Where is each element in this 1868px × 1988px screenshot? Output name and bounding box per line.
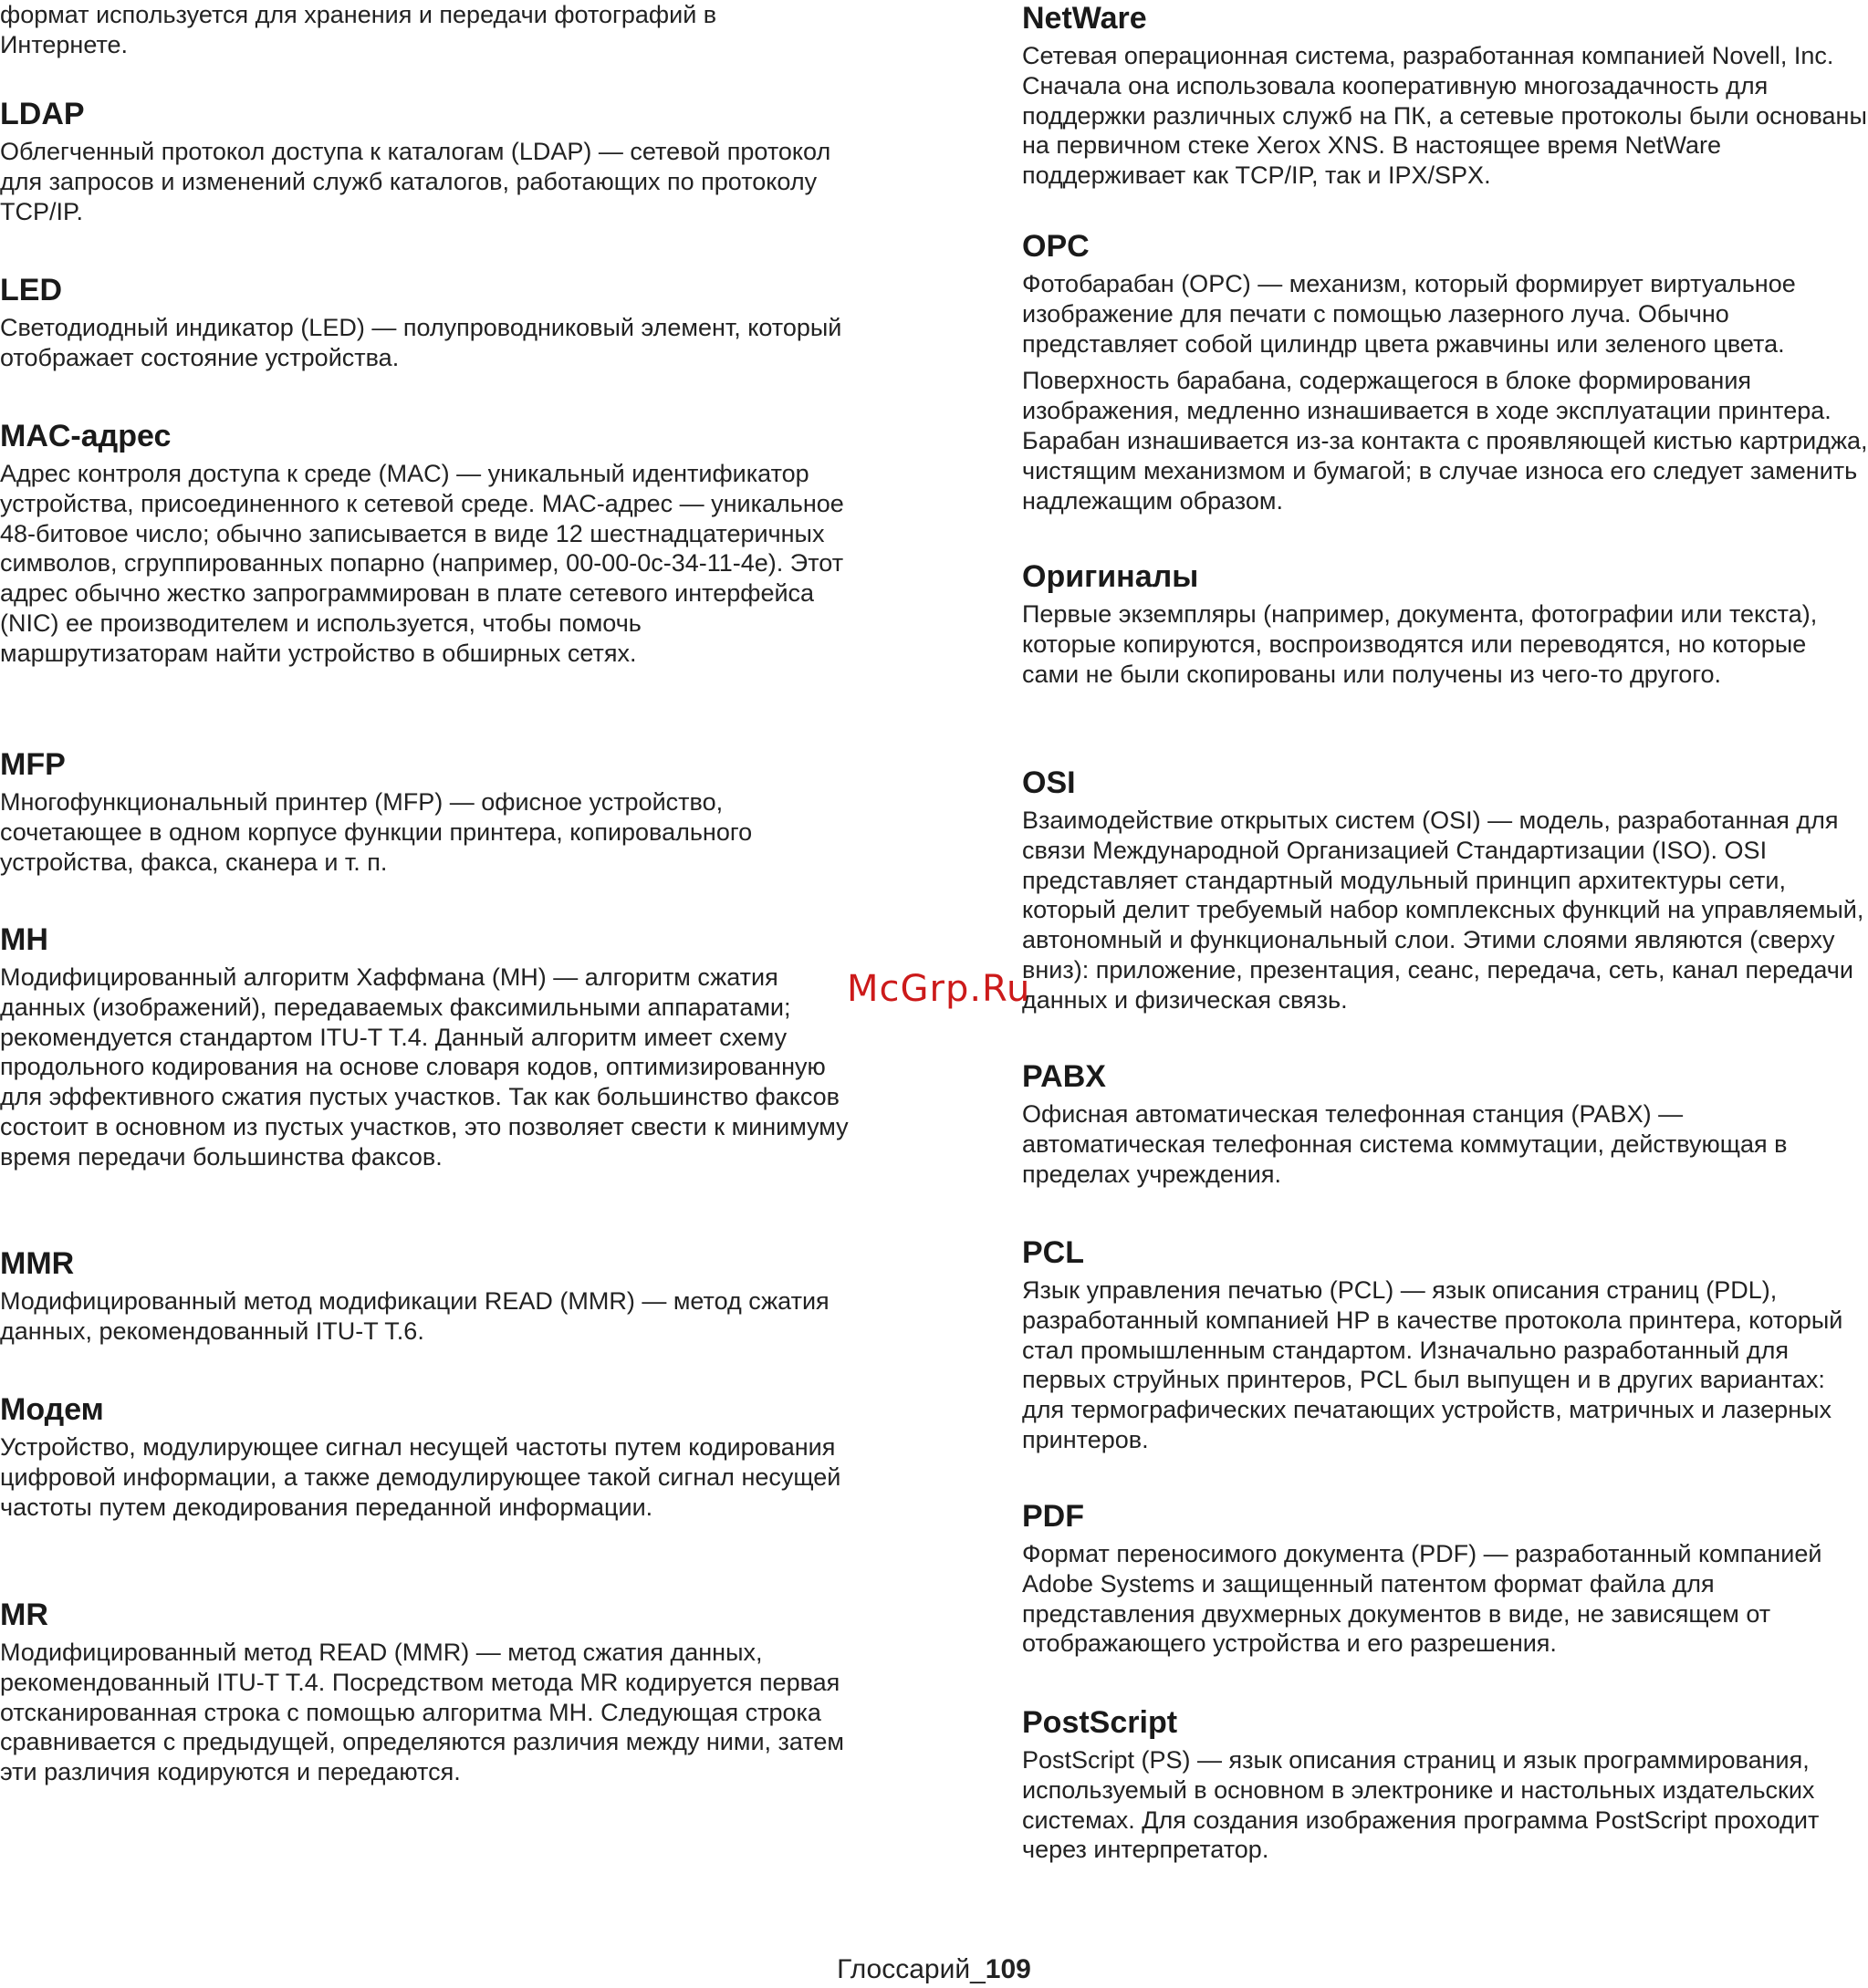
entry-definition: Модифицированный алгоритм Хаффмана (MH) — алгоритм сжатия данных (изображений), передаваемых факсимильными аппаратами; рекомендуется стандартом ITU-T T.4. Данный алгоритм имеет схему продольного кодирования на основе словаря кодов, оптимизированную для эффективного сжатия пустых участков. Так как большинство факсов состоит в основном из пустых участков, это позволяет свести к минимуму время передачи большинства факсов. — [0, 963, 849, 1171]
glossary-entry — [1022, 1498, 1868, 1659]
entry-term: MR — [0, 1598, 48, 1632]
glossary-entry — [0, 418, 849, 669]
entry-term: LED — [0, 273, 62, 307]
entry-term: NetWare — [1022, 1, 1147, 36]
glossary-entry — [1022, 558, 1868, 689]
entry-term: PABX — [1022, 1059, 1106, 1094]
entry-term: OSI — [1022, 765, 1076, 800]
entry-definition: Офисная автоматическая телефонная станция (PABX) — автоматическая телефонная система коммутации, действующая в пределах учреждения. — [1022, 1100, 1788, 1188]
entry-term: LDAP — [0, 97, 85, 131]
glossary-entry — [1022, 1058, 1868, 1189]
entry-definition: Сетевая операционная система, разработанная компанией Novell, Inc. Сначала она использовала кооперативную многозадачность для поддержки различных служб на ПК, а сетевые протоколы были основаны на первичном стеке Xerox XNS. В настоящее время NetWare поддерживает как TCP/IP, так и IPX/SPX. — [1022, 42, 1867, 190]
entry-definition: Многофункциональный принтер (MFP) — офисное устройство, сочетающее в одном корпусе функции принтера, копировального устройства, факса, сканера и т. п. — [0, 788, 753, 876]
glossary-entry — [1022, 0, 1868, 191]
footer-label: Глоссарий_ — [837, 1954, 986, 1984]
entry-term: MH — [0, 922, 48, 957]
entry-term: PostScript — [1022, 1705, 1178, 1740]
glossary-entry — [1022, 228, 1868, 515]
glossary-entry — [0, 272, 849, 373]
page-footer — [0, 1953, 1868, 1986]
entry-definition: Формат переносимого документа (PDF) — разработанный компанией Adobe Systems и защищенный патентом формат файла для представления двухмерных документов в виде, не зависящем от отображающего устройства и его разрешения. — [1022, 1540, 1822, 1658]
entry-definition: Модифицированный метод READ (MMR) — метод сжатия данных, рекомендованный ITU-T T.4. Посредством метода MR кодируется первая отсканированная строка с помощью алгоритма MH. Следующая строка сравнивается с предыдущей, определяются различия между ними, затем эти различия кодируются и передаются. — [0, 1639, 844, 1786]
entry-definition: Облегченный протокол доступа к каталогам (LDAP) — сетевой протокол для запросов и изменений служб каталогов, работающих по протоколу TCP/IP. — [0, 138, 831, 225]
intro-text: формат используется для хранения и передачи фотографий в Интернете. — [0, 1, 717, 58]
entry-term: Модем — [0, 1392, 104, 1427]
glossary-entry — [0, 746, 849, 877]
entry-term: OPC — [1022, 229, 1090, 264]
entry-definition: Адрес контроля доступа к среде (MAC) — уникальный идентификатор устройства, присоединенного к сетевой среде. MAC-адрес — уникальное 48-битовое число; обычно записывается в виде 12 шестнадцатеричных символов, сгруппированных попарно (например, 00-00-0c-34-11-4e). Этот адрес обычно жестко запрограммирован в плате сетевого интерфейса (NIC) ее производителем и используется, чтобы помочь маршрутизаторам найти устройство в обширных сетях. — [0, 460, 844, 667]
glossary-entry — [0, 1597, 849, 1787]
entry-definition: Фотобарабан (OPC) — механизм, который формирует виртуальное изображение для печати с помощью лазерного луча. Обычно представляет собой цилиндр цвета ржавчины или зеленого цвета. — [1022, 270, 1796, 358]
entry-term: PCL — [1022, 1235, 1084, 1270]
entry-term: MFP — [0, 747, 66, 782]
entry-term: MMR — [0, 1246, 75, 1281]
page-number: 109 — [985, 1954, 1031, 1984]
entry-term: MAC-адрес — [0, 419, 172, 453]
glossary-entry — [1022, 1234, 1868, 1455]
entry-definition: Устройство, модулирующее сигнал несущей частоты путем кодирования цифровой информации, а также демодулирующее такой сигнал несущей частоты путем декодирования переданной информации. — [0, 1433, 841, 1521]
entry-term: PDF — [1022, 1499, 1084, 1534]
glossary-entry — [0, 1245, 849, 1347]
watermark: McGrp.Ru — [847, 968, 1031, 1010]
glossary-entry — [0, 921, 849, 1172]
entry-definition: Модифицированный метод модификации READ (MMR) — метод сжатия данных, рекомендованный ITU-T T.6. — [0, 1287, 830, 1345]
entry-definition: Взаимодействие открытых систем (OSI) — модель, разработанная для связи Международной Организацией Стандартизации (ISO). OSI представляет стандартный модульный принцип архитектуры сети, который делит требуемый набор комплексных функций на управляемый, автономный и функциональный слои. Этими слоями являются (сверху вниз): приложение, презентация, сеанс, передача, сеть, канал передачи данных и физическая связь. — [1022, 807, 1864, 1014]
glossary-entry — [1022, 1704, 1868, 1865]
glossary-entry — [0, 1391, 849, 1522]
entry-definition: PostScript (PS) — язык описания страниц и язык программирования, используемый в основном в электронике и настольных издательских системах. Для создания изображения программа PostScript проходит через интерпретатор. — [1022, 1746, 1820, 1864]
entry-definition: Поверхность барабана, содержащегося в блоке формирования изображения, медленно изнашивается в ходе эксплуатации принтера. Барабан изнашивается из-за контакта с проявляющей кистью картриджа, чистящим механизмом и бумагой; в случае износа его следует заменить надлежащим образом. — [1022, 367, 1868, 515]
entry-definition: Первые экземпляры (например, документа, фотографии или текста), которые копируются, воспроизводятся или переводятся, но которые сами не были скопированы или получены из чего-то другого. — [1022, 600, 1818, 688]
glossary-entry — [1022, 765, 1868, 1015]
glossary-entry — [0, 96, 849, 226]
entry-definition: Язык управления печатью (PCL) — язык описания страниц (PDL), разработанный компанией HP в качестве протокола принтера, который стал промышленным стандартом. Изначально разработанный для первых струйных принтеров, PCL был выпущен и в других вариантах: для термографических печатающих устройств, матричных и лазерных принтеров. — [1022, 1276, 1843, 1453]
entry-term: Оригиналы — [1022, 559, 1199, 594]
entry-definition: Светодиодный индикатор (LED) — полупроводниковый элемент, который отображает состояние устройства. — [0, 314, 842, 371]
